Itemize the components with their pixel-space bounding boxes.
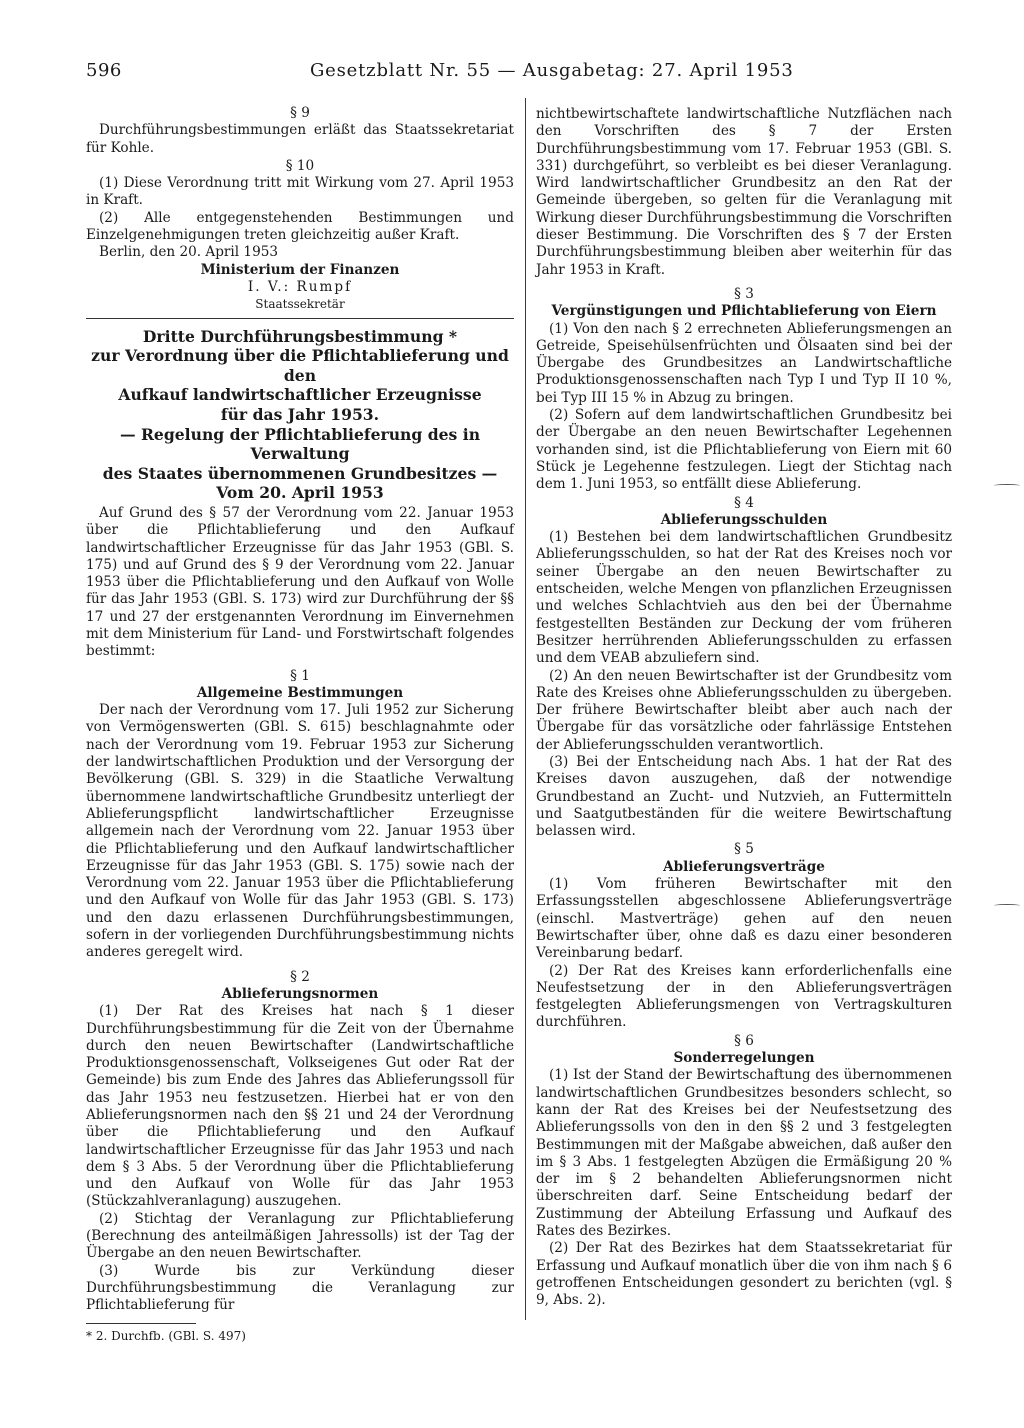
section-number: § 3 bbox=[734, 285, 754, 302]
left-column bbox=[86, 104, 514, 1345]
section-number: § 9 bbox=[290, 105, 310, 121]
title-line: zur Verordnung über die Pflichtablieferung und den bbox=[91, 346, 509, 385]
paragraph: (1) Diese Verordnung tritt mit Wirkung vom 27. April 1953 in Kraft. bbox=[86, 175, 514, 209]
section-heading: Ablieferungsverträge bbox=[663, 858, 825, 875]
section-heading: Vergünstigungen und Pflichtablieferung von Eiern bbox=[551, 303, 937, 320]
section-number: § 2 bbox=[290, 968, 310, 985]
paragraph: (2) An den neuen Bewirtschafter ist der Grundbesitz vom Rate des Kreises ohne Ablieferungsschulden zu übergeben. Der frühere Bewirtschafter bleibt aber auch nach der Übergabe für das vorsätzliche oder fahrlässige Entstehen der Ablieferungsschulden verantwortlich. bbox=[536, 667, 952, 753]
paragraph: (1) Vom früheren Bewirtschafter mit den Erfassungsstellen abgeschlossene Ablieferungsverträge (einschl. Mastverträge) gehen auf den neuen Bewirtschafter über, ohne daß es dazu einer besonderen Vereinbarung bedarf. bbox=[536, 876, 952, 962]
signatory-role: Staatssekretär bbox=[255, 297, 345, 312]
paragraph: Durchführungsbestimmungen erläßt das Staatssekretariat für Kohle. bbox=[86, 122, 514, 156]
footnote-rule bbox=[86, 1323, 196, 1324]
signatory: I. V.: Rumpf bbox=[247, 278, 353, 295]
paragraph: (3) Bei der Entscheidung nach Abs. 1 hat der Rat des Kreises davon auszugehen, daß der notwendige Grundbestand an Zucht- und Nutzvieh, an Futtermitteln und Saatgutbeständen für die weitere Bewirtschaftung belassen wird. bbox=[536, 753, 952, 840]
running-title: Gesetzblatt Nr. 55 — Ausgabetag: 27. April 1953 bbox=[310, 60, 794, 81]
title-line: des Staates übernommenen Grundbesitzes — bbox=[102, 463, 498, 483]
separator-rule bbox=[86, 318, 514, 319]
section-number: § 4 bbox=[734, 494, 754, 511]
title-line: — Regelung der Pflichtablieferung des in Verwaltung bbox=[119, 424, 481, 464]
preamble: Auf Grund des § 57 der Verordnung vom 22. Januar 1953 über die Pflichtablieferung und den Aufkauf landwirtschaftlicher Erzeugnisse für das Jahr 1953 (GBl. S. 175) und auf Grund des § 9 der Verordnung vom 22. Januar 1953 über die Pflichtablieferung und den Aufkauf von Wolle für das Jahr 1953 (GBl. S. 173) wird zur Durchführung der §§ 17 und 27 der erstgenannten Verordnung im Einvernehmen mit dem Ministerium für Land- und Forstwirtschaft folgendes bestimmt: bbox=[86, 504, 514, 660]
page-header bbox=[86, 60, 966, 90]
paragraph: (2) Alle entgegenstehenden Bestimmungen und Einzelgenehmigungen treten gleichzeitig außer Kraft. bbox=[86, 209, 514, 244]
signing-ministry: Ministerium der Finanzen bbox=[200, 261, 400, 278]
paragraph: (2) Der Rat des Kreises kann erforderlichenfalls eine Neufestsetzung der in den Ablieferungsverträgen festgelegten Ablieferungsmengen von Vertragskulturen durchführen. bbox=[536, 962, 952, 1031]
paragraph: (1) Von den nach § 2 errechneten Ablieferungsmengen an Getreide, Speisehülsenfrüchten und Ölsaaten sind bei der Übergabe des Grundbesitzes an Landwirtschaftliche Produktionsgenossenschaften nach Typ I und Typ II 10 %, bei Typ III 15 % in Abzug zu bringen. bbox=[536, 320, 952, 406]
paragraph: Der nach der Verordnung vom 17. Juli 1952 zur Sicherung von Vermögenswerten (GBl. S. 615) beschlagnahmte oder nach der Verordnung vom 19. Februar 1953 zur Sicherung der landwirtschaftlichen Produktion und der Versorgung der Bevölkerung (GBl. S. 329) in die Staatliche Verwaltung übernommene landwirtschaftliche Grundbesitz unterliegt der Ablieferungspflicht landwirtschaftlicher Erzeugnisse allgemein nach der Verordnung vom 22. Januar 1953 über die Pflichtablieferung und den Aufkauf landwirtschaftlicher Erzeugnisse für das Jahr 1953 (GBl. S. 175) sowie nach der Verordnung vom 22. Januar 1953 über die Pflichtablieferung und den Aufkauf von Wolle für das Jahr 1953 (GBl. S. 173) und den dazu erlassenen Durchführungsbestimmungen, sofern in der vorliegenden Durchführungsbestimmung nichts anderes geregelt wird. bbox=[86, 702, 514, 961]
paragraph: (2) Stichtag der Veranlagung zur Pflichtablieferung (Berechnung des anteilmäßigen Jahressolls) ist der Tag der Übergabe an den neuen Bewirtschafter. bbox=[86, 1210, 514, 1262]
title-date: Vom 20. April 1953 bbox=[216, 483, 384, 503]
paragraph: (1) Bestehen bei dem landwirtschaftlichen Grundbesitz Ablieferungsschulden, so hat der Rat des Kreises noch vor seiner Übergabe an den neuen Bewirtschafter zu entscheiden, welche Mengen von pflanzlichen Erzeugnissen und welches Schlachtvieh aus den bei der Übernahme festgestellten Beständen zur Deckung der vom früheren Besitzer herrührenden Ablieferungsschulden zu erfassen und dem VEAB abzuliefern sind. bbox=[536, 529, 952, 667]
decree-title bbox=[86, 327, 514, 503]
title-line: für das Jahr 1953. bbox=[220, 404, 380, 424]
margin-mark bbox=[994, 904, 1020, 907]
section-number: § 6 bbox=[734, 1032, 754, 1049]
paragraph: (1) Der Rat des Kreises hat nach § 1 dieser Durchführungsbestimmung für die Zeit von der Übernahme durch den neuen Bewirtschafter (Landwirtschaftliche Produktionsgenossenschaft, Volkseigenes Gut oder Rat der Gemeinde) bis zum Ende des Jahres das Ablieferungssoll für das Jahr 1953 neu festzusetzen. Hierbei hat er von den Ablieferungsnormen nach den §§ 21 und 24 der Verordnung über die Pflichtablieferung und den Aufkauf landwirtschaftlicher Erzeugnisse für das Jahr 1953 und nach dem § 3 Abs. 5 der Verordnung über die Pflichtablieferung und den Aufkauf von Wolle für das Jahr 1953 (Stückzahlveranlagung) auszugehen. bbox=[86, 1003, 514, 1210]
margin-mark bbox=[994, 484, 1020, 487]
page-number: 596 bbox=[86, 60, 122, 81]
section-number: § 5 bbox=[734, 841, 754, 858]
column-divider bbox=[525, 98, 526, 1320]
paragraph: (3) Wurde bis zur Verkündung dieser Durchführungsbestimmung die Veranlagung zur Pflichtablieferung für bbox=[86, 1262, 514, 1314]
section-heading: Sonderregelungen bbox=[673, 1050, 815, 1067]
right-column bbox=[536, 106, 952, 1309]
section-heading: Allgemeine Bestimmungen bbox=[196, 684, 404, 701]
paragraph: (2) Sofern auf dem landwirtschaftlichen Grundbesitz bei der Übergabe an den neuen Bewirtschafter Legehennen vorhanden sind, ist die Pflichtablieferung von Eiern mit 60 Stück je Legehenne festzulegen. Liegt der Stichtag nach dem 1. Juni 1953, so entfällt diese Ablieferung. bbox=[536, 407, 952, 493]
title-line: Aufkauf landwirtschaftlicher Erzeugnisse bbox=[118, 385, 482, 405]
title-line: Dritte Durchführungsbestimmung * bbox=[142, 326, 458, 346]
paragraph: (2) Der Rat des Bezirkes hat dem Staatssekretariat für Erfassung und Aufkauf monatlich über die von ihm nach § 6 getroffenen Entscheidungen gesondert zu berichten (vgl. § 9, Abs. 2). bbox=[536, 1240, 952, 1309]
section-number: § 10 bbox=[285, 157, 315, 174]
paragraph-continued: nichtbewirtschaftete landwirtschaftliche Nutzflächen nach den Vorschriften des § 7 der Ersten Durchführungsbestimmung vom 17. Februar 1953 (GBl. S. 331) durchgeführt, so verbleibt es bei dieser Veranlagung. Wird landwirtschaftlicher Grundbesitz an den Rat der Gemeinde übergeben, so gelten für die Veranlagung mit Wirkung dieser Durchführungsbestimmung die Vorschriften dieser Bestimmung. Die Vorschriften des § 7 der Ersten Durchführungsbestimmung bleiben aber weiterhin für das Jahr 1953 in Kraft. bbox=[536, 106, 952, 278]
place-date: Berlin, den 20. April 1953 bbox=[99, 244, 279, 261]
section-heading: Ablieferungsnormen bbox=[221, 985, 379, 1002]
footnote: * 2. Durchfb. (GBl. S. 497) bbox=[86, 1328, 246, 1343]
section-heading: Ablieferungsschulden bbox=[660, 511, 828, 528]
paragraph: (1) Ist der Stand der Bewirtschaftung des übernommenen landwirtschaftlichen Grundbesitzes besonders schlecht, so kann der Rat des Kreises bei der Neufestsetzung des Ablieferungssolls von den in den §§ 2 und 3 festgelegten Bestimmungen mit der Maßgabe abweichen, daß außer den im § 3 Abs. 1 festgelegten Abzügen die Ermäßigung 20 % der im § 2 behandelten Ablieferungsnormen nicht überschreiten darf. Seine Entscheidung bedarf der Zustimmung der Abteilung Erfassung und Aufkauf des Rates des Bezirkes. bbox=[536, 1067, 952, 1239]
section-number: § 1 bbox=[290, 667, 310, 684]
